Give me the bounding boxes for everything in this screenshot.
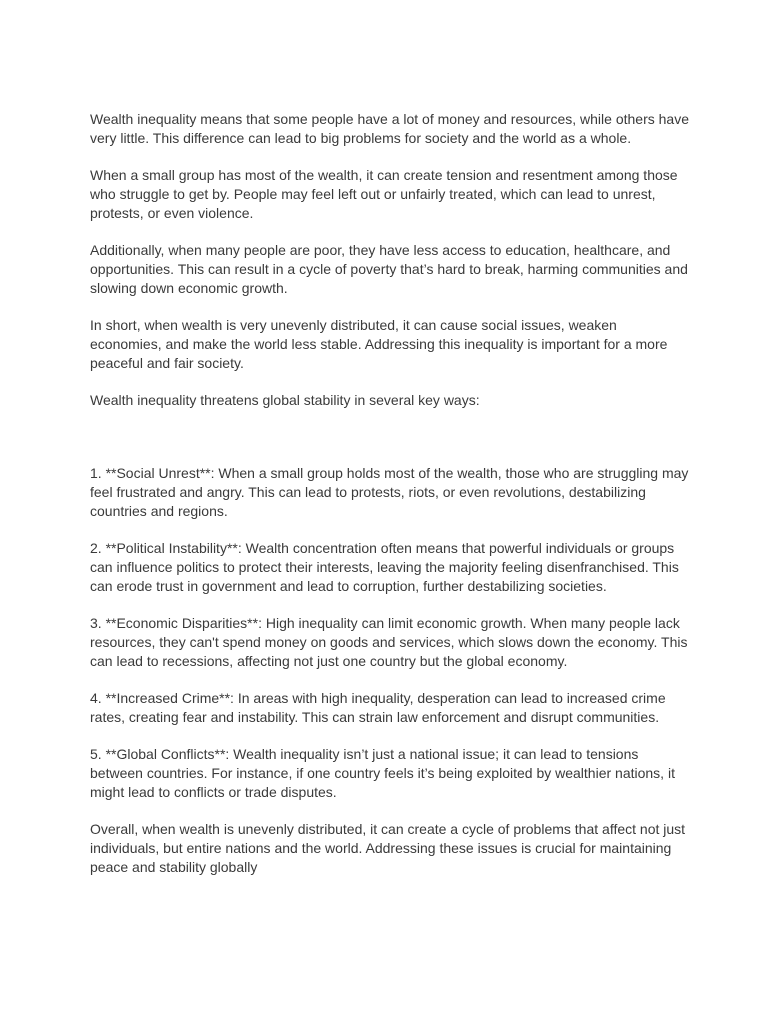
list-item: 3. **Economic Disparities**: High inequality can limit economic growth. When many people lack resources, they can't spend money on goods and services, which slows down the economy. This can lead to recessions, affecting not just one country but the global economy.: [90, 615, 688, 669]
poverty-paragraph: Additionally, when many people are poor, they have less access to education, healthcare, and opportunities. This can result in a cycle of poverty that’s hard to break, harming communities and slowing down economic growth.: [90, 242, 688, 296]
list-item: 1. **Social Unrest**: When a small group holds most of the wealth, those who are struggling may feel frustrated and angry. This can lead to protests, riots, or even revolutions, destabilizing countries and regions.: [90, 465, 689, 519]
intro-paragraph: Wealth inequality means that some people have a lot of money and resources, while others have very little. This difference can lead to big problems for society and the world as a whole.: [90, 111, 689, 146]
document-body: [90, 110, 690, 895]
list-heading: Wealth inequality threatens global stability in several key ways:: [90, 392, 480, 408]
blank-gap: [90, 428, 690, 464]
conclusion-paragraph: Overall, when wealth is unevenly distributed, it can create a cycle of problems that affect not just individuals, but entire nations and the world. Addressing these issues is crucial for maintaining peace and stability globally: [90, 821, 686, 875]
tension-paragraph: When a small group has most of the wealth, it can create tension and resentment among those who struggle to get by. People may feel left out or unfairly treated, which can lead to unrest, protests, or even violence.: [90, 167, 678, 221]
list-item: 5. **Global Conflicts**: Wealth inequality isn’t just a national issue; it can lead to tensions between countries. For instance, if one country feels it’s being exploited by wealthier nations, it might lead to conflicts or trade disputes.: [90, 746, 675, 800]
list-item: 4. **Increased Crime**: In areas with high inequality, desperation can lead to increased crime rates, creating fear and instability. This can strain law enforcement and disrupt communities.: [90, 690, 666, 725]
summary-paragraph: In short, when wealth is very unevenly distributed, it can cause social issues, weaken economies, and make the world less stable. Addressing this inequality is important for a more peaceful and fair society.: [90, 317, 668, 371]
list-item: 2. **Political Instability**: Wealth concentration often means that powerful individuals or groups can influence politics to protect their interests, leaving the majority feeling disenfranchised. This can erode trust in government and lead to corruption, further destabilizing societies.: [90, 540, 679, 594]
